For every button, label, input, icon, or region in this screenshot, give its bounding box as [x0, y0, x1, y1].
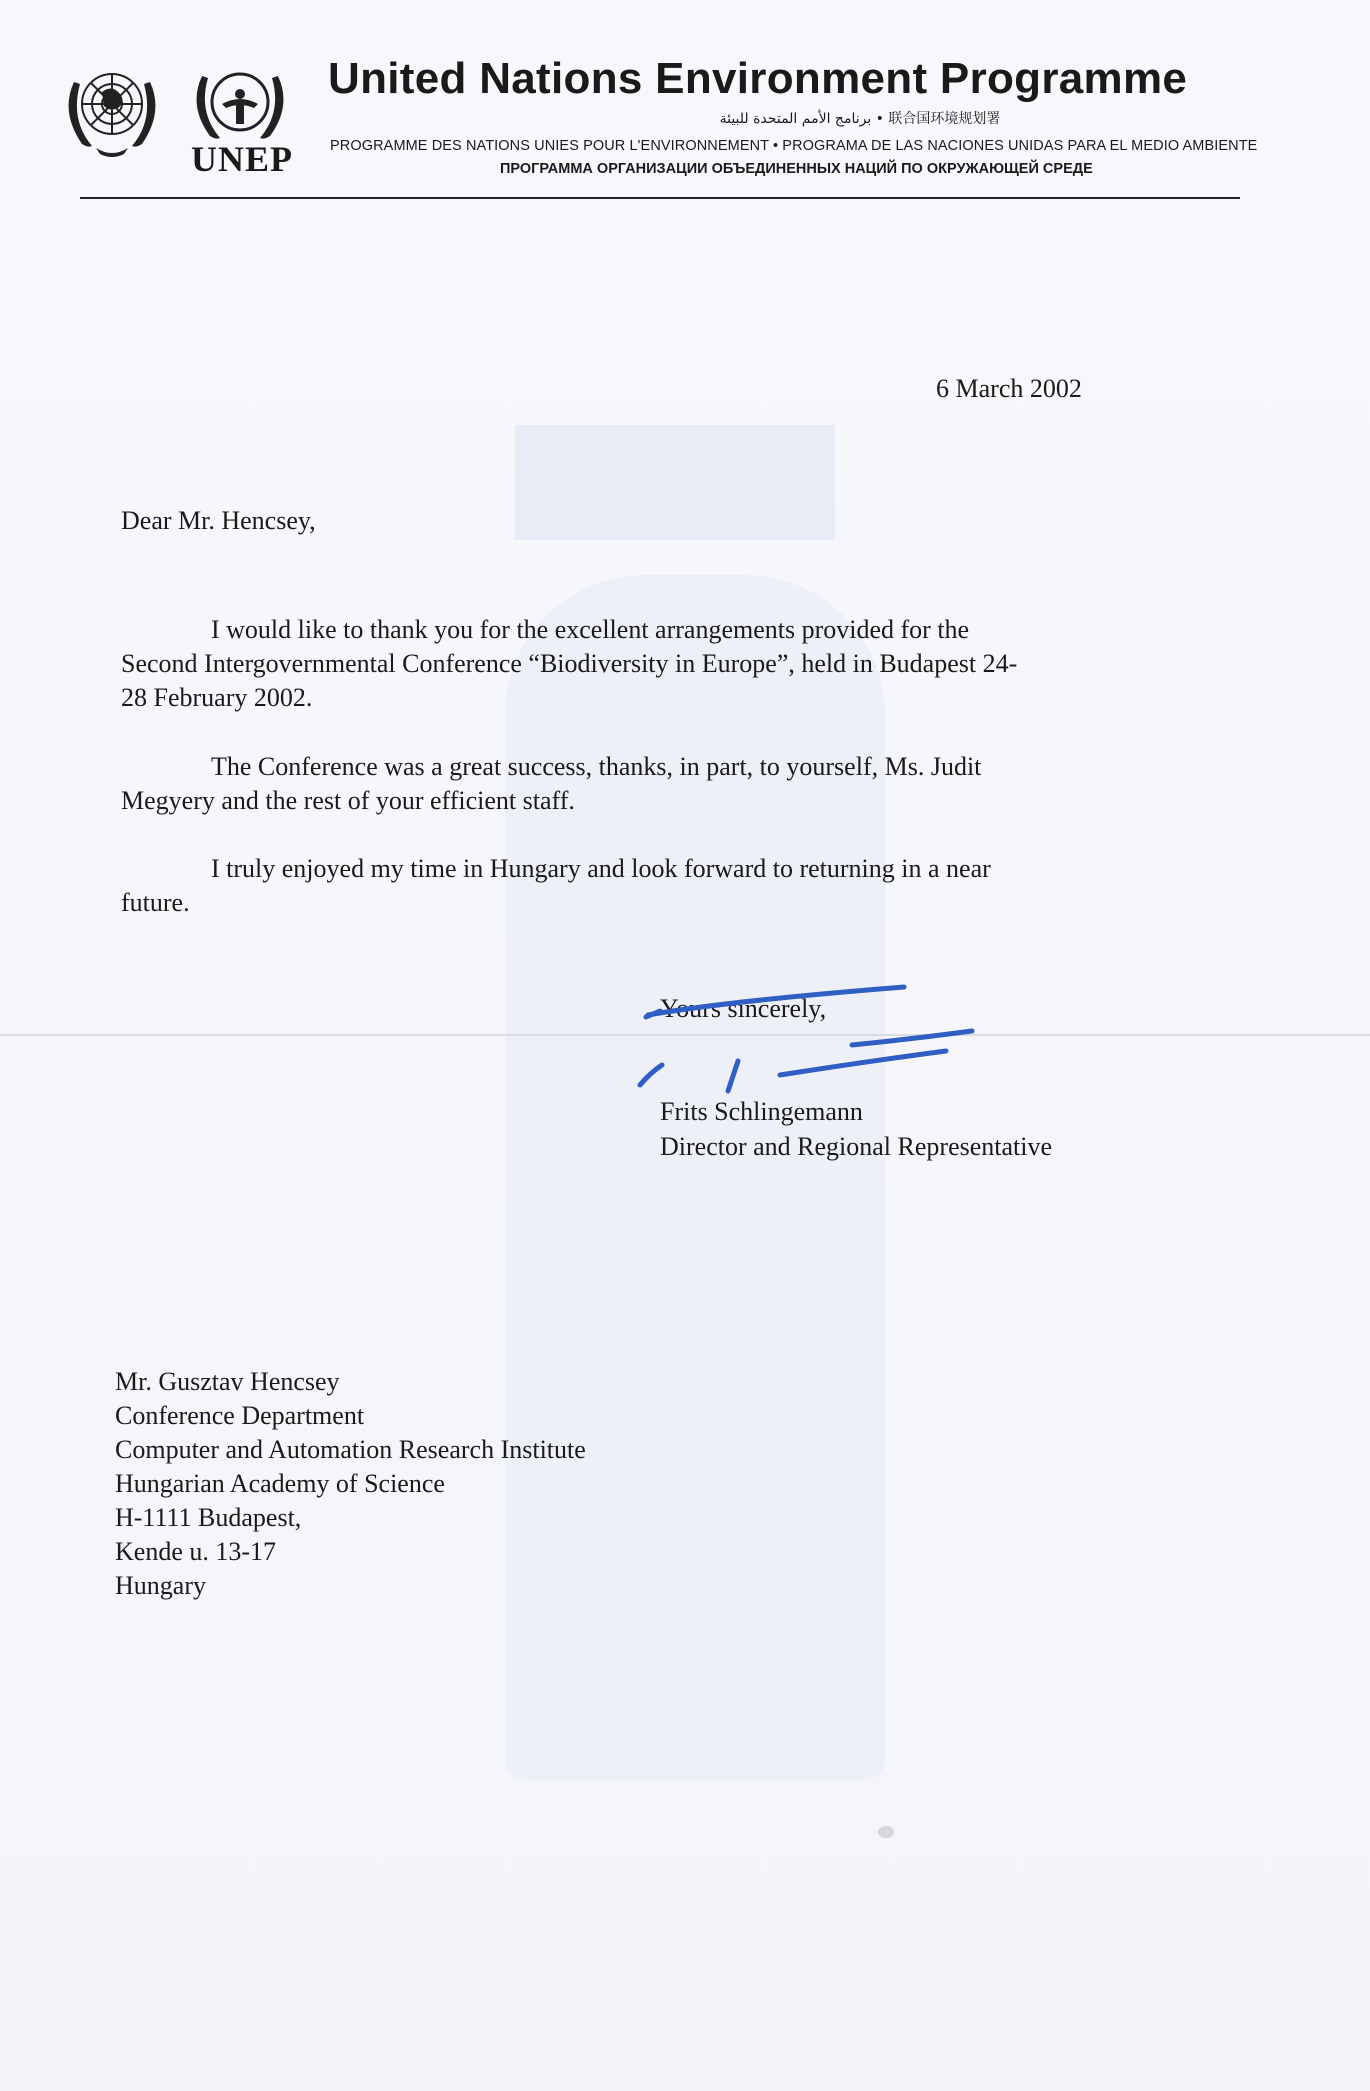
signer-title: Director and Regional Representative [660, 1132, 1053, 1161]
closing: Yours sincerely, [660, 994, 827, 1023]
signature-icon [630, 975, 1010, 1095]
letterhead-rule [80, 197, 1240, 199]
organization-title: United Nations Environment Programme [328, 54, 1188, 103]
paragraph-line: The Conference was a great success, thanks, in part, to yourself, Ms. Judit [211, 752, 982, 781]
address-line: H-1111 Budapest, [115, 1503, 302, 1532]
salutation: Dear Mr. Hencsey, [121, 506, 316, 535]
paragraph-line: I truly enjoyed my time in Hungary and look forward to returning in a near [211, 854, 991, 883]
un-emblem-icon [52, 52, 172, 172]
paragraph-line: 28 February 2002. [121, 683, 313, 712]
address-line: Kende u. 13-17 [115, 1537, 277, 1566]
organization-name-russian: ПРОГРАММА ОРГАНИЗАЦИИ ОБЪЕДИНЕННЫХ НАЦИЙ ПО ОКРУЖАЮЩЕЙ СРЕДЕ [500, 161, 1093, 177]
paragraph-2 [121, 750, 981, 818]
address-line: Hungary [115, 1571, 206, 1600]
recipient-address [115, 1365, 586, 1603]
paragraph-line: Megyery and the rest of your efficient staff. [121, 786, 575, 815]
address-line: Hungarian Academy of Science [115, 1469, 445, 1498]
paragraph-3 [121, 852, 991, 920]
organization-name-french-spanish: PROGRAMME DES NATIONS UNIES POUR L'ENVIRONNEMENT • PROGRAMA DE LAS NACIONES UNIDAS PARA EL MEDIO AMBIENTE [330, 138, 1258, 154]
letter-date: 6 March 2002 [936, 374, 1082, 403]
watermark-top [515, 425, 835, 540]
paragraph-line: Second Intergovernmental Conference “Biodiversity in Europe”, held in Budapest 24- [121, 649, 1018, 678]
paragraph-line: I would like to thank you for the excellent arrangements provided for the [211, 615, 970, 644]
paper-speck [878, 1826, 894, 1838]
signer-name: Frits Schlingemann [660, 1097, 863, 1126]
unep-wordmark: UNEP [191, 139, 293, 179]
organization-name-arabic-chinese: برنامج الأمم المتحدة للبيئة • 联合国环境规划署 [719, 111, 1001, 127]
address-line: Computer and Automation Research Institute [115, 1435, 586, 1464]
address-line: Conference Department [115, 1401, 365, 1430]
address-line: Mr. Gusztav Hencsey [115, 1367, 340, 1396]
paragraph-line: future. [121, 888, 190, 917]
paragraph-1 [121, 613, 1017, 715]
